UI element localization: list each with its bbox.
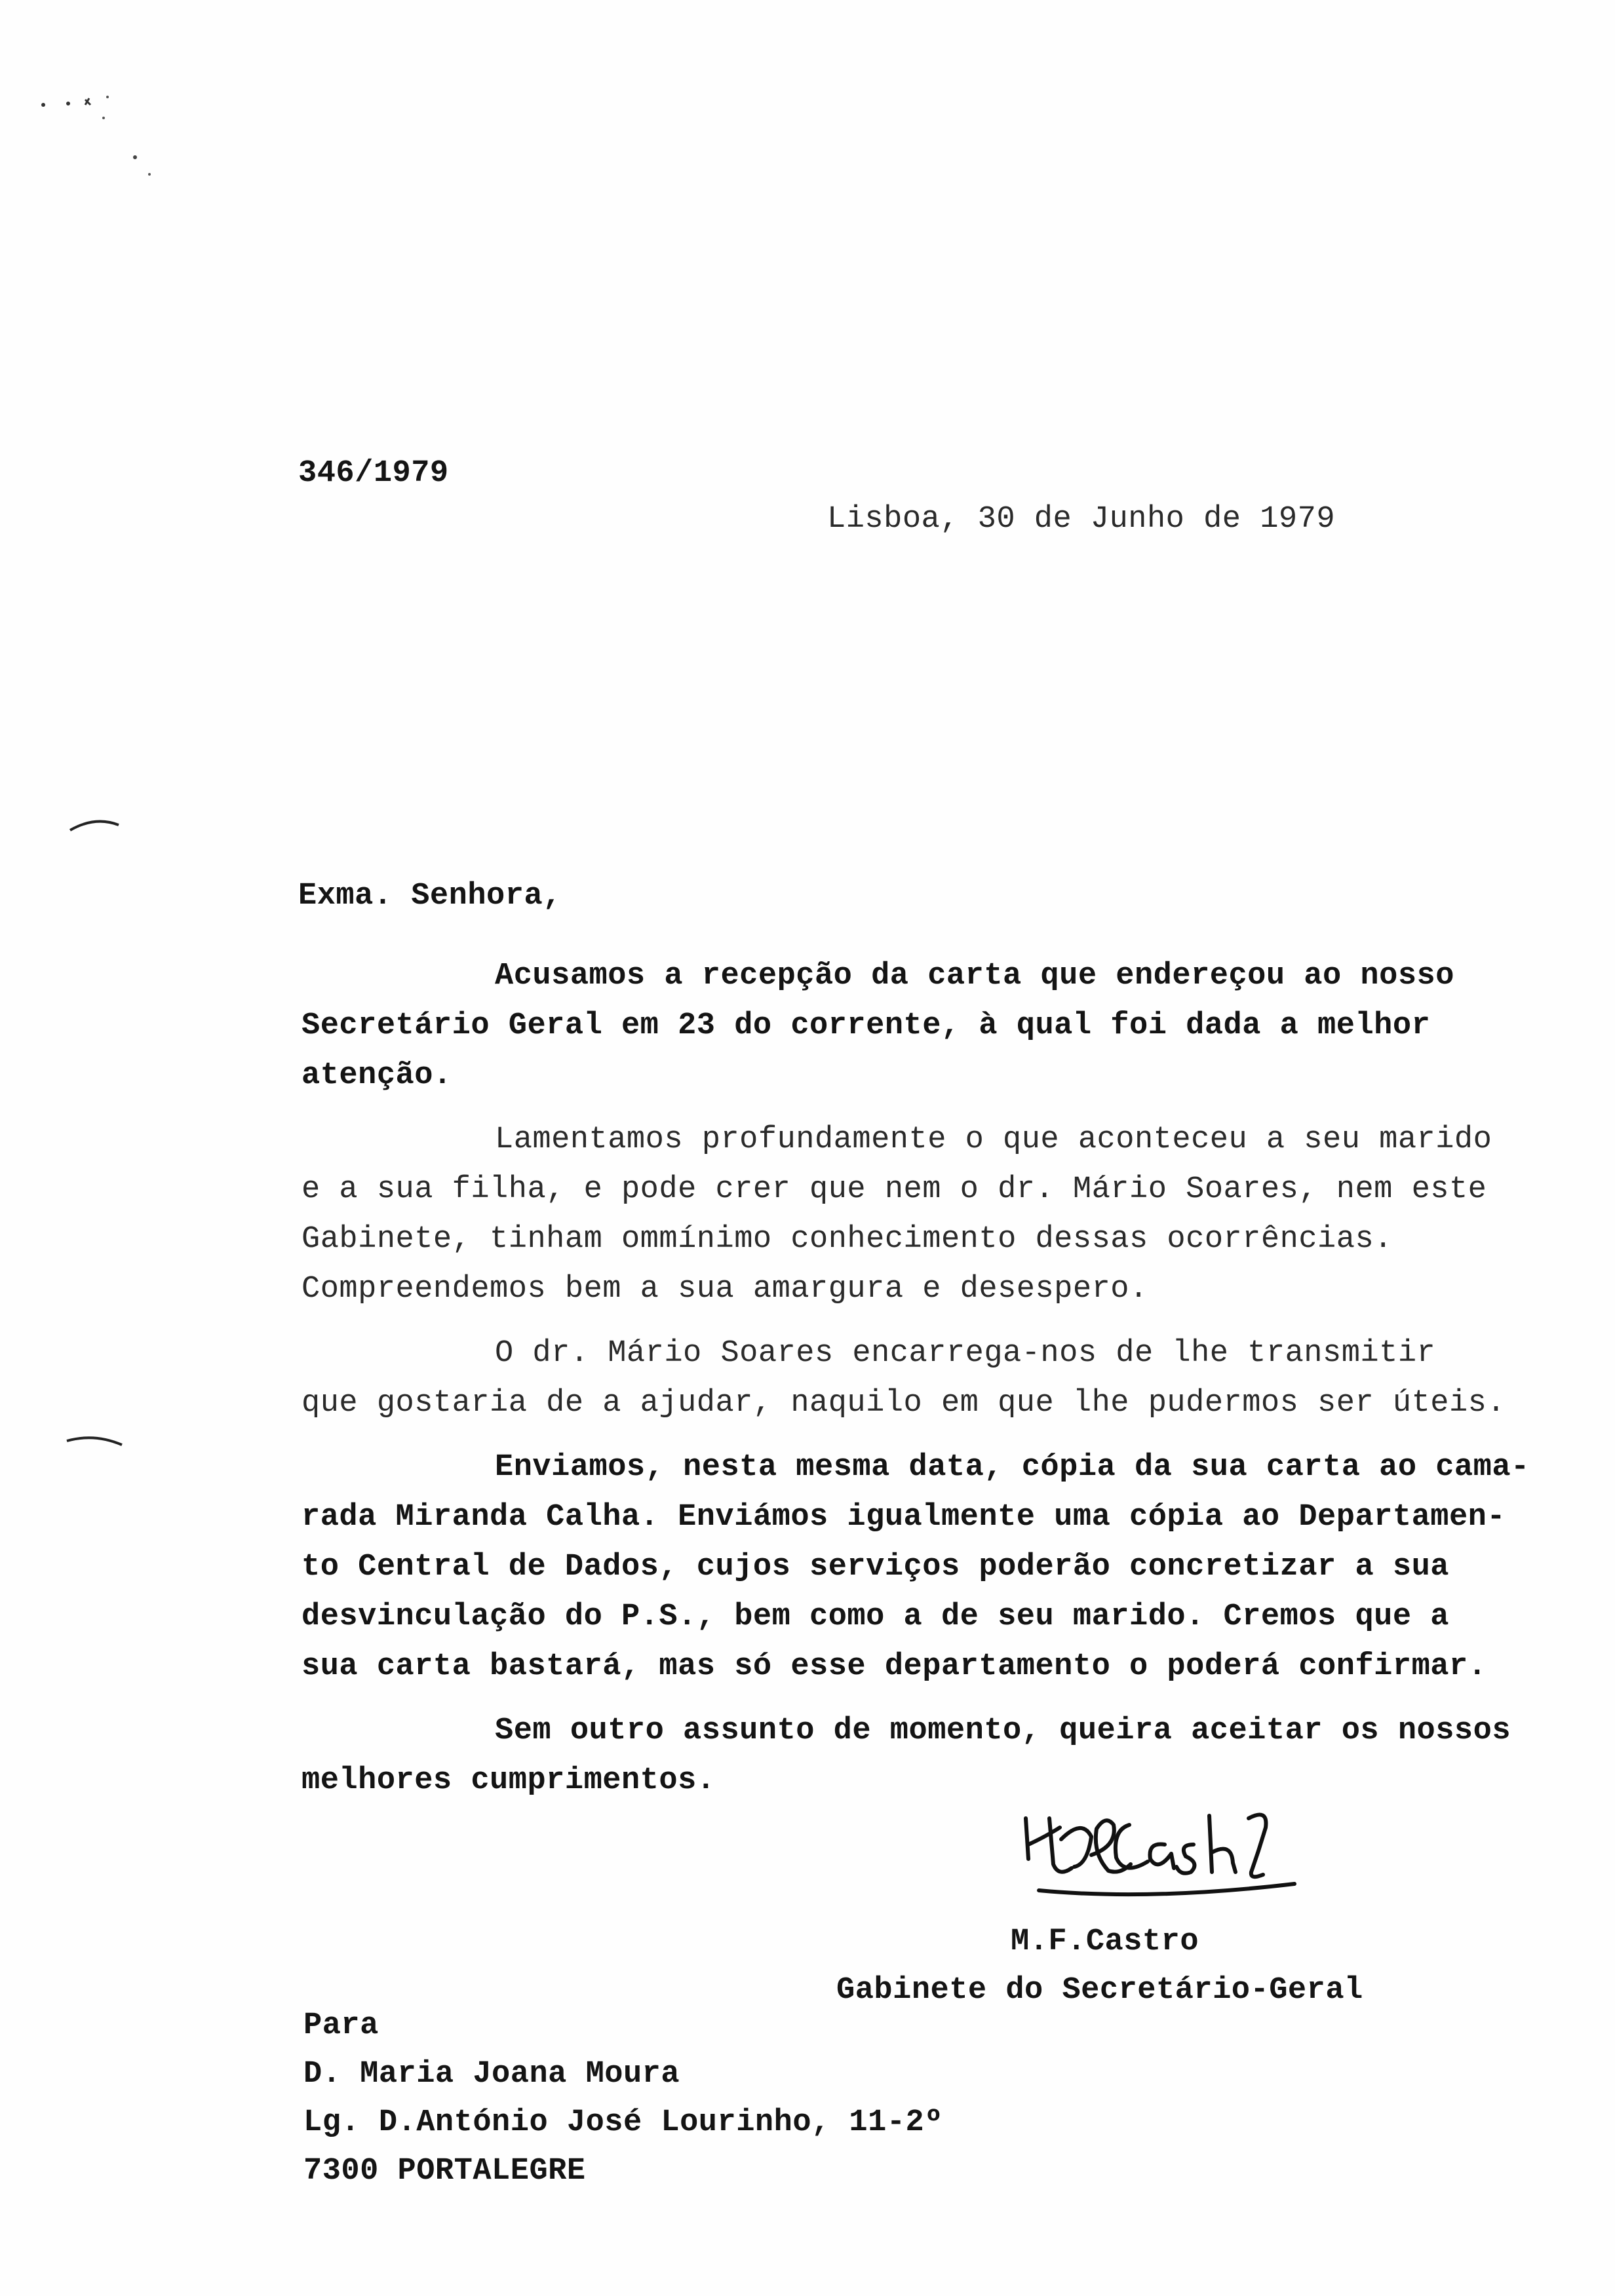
addressee-street: Lg. D.António José Lourinho, 11-2º [303,2105,943,2140]
paragraph-1-line-2: Secretário Geral em 23 do corrente, à qual foi dada a melhor [302,1008,1431,1043]
paragraph-4-line-3: to Central de Dados, cujos serviços poderão concretizar a sua [302,1550,1449,1584]
paragraph-1-line-3: atenção. [302,1058,452,1093]
paragraph-5-line-1: Sem outro assunto de momento, queira aceitar os nossos [495,1713,1511,1748]
addressee-label: Para [303,2008,379,2043]
paragraph-4-line-4: desvinculação do P.S., bem como a de seu marido. Cremos que a [302,1599,1449,1634]
handwritten-signature [1019,1799,1301,1910]
addressee-city: 7300 PORTALEGRE [303,2154,586,2189]
paragraph-5-line-2: melhores cumprimentos. [302,1763,716,1798]
paragraph-4-line-2: rada Miranda Calha. Enviámos igualmente uma cópia ao Departamen- [302,1500,1506,1535]
addressee-name: D. Maria Joana Moura [303,2057,680,2092]
letter-place-date: Lisboa, 30 de Junho de 1979 [827,502,1336,537]
paragraph-2-line-1: Lamentamos profundamente o que aconteceu a seu marido [495,1122,1492,1157]
letter-salutation: Exma. Senhora, [298,879,562,913]
paragraph-3-line-1: O dr. Mário Soares encarrega-nos de lhe transmitir [495,1336,1436,1371]
paragraph-4-line-5: sua carta bastará, mas só esse departamento o poderá confirmar. [302,1649,1487,1684]
paragraph-4-line-1: Enviamos, nesta mesma data, cópia da sua carta ao cama- [495,1450,1530,1485]
letter-reference: 346/1979 [298,456,449,491]
signatory-name: M.F.Castro [1011,1924,1199,1959]
paragraph-3-line-2: que gostaria de a ajudar, naquilo em que lhe pudermos ser úteis. [302,1386,1506,1421]
paragraph-2-line-4: Compreendemos bem a sua amargura e desespero. [302,1272,1148,1307]
paragraph-1-line-1: Acusamos a recepção da carta que endereçou ao nosso [495,959,1454,993]
paragraph-2-line-3: Gabinete, tinham ommínimo conhecimento dessas ocorrências. [302,1222,1393,1257]
scan-specks [39,85,157,190]
signatory-office: Gabinete do Secretário-Geral [836,1973,1363,2008]
punch-mark-lower [66,1432,125,1451]
paragraph-2-line-2: e a sua filha, e pode crer que nem o dr. Mário Soares, nem este [302,1172,1487,1207]
punch-mark-upper [69,816,121,835]
